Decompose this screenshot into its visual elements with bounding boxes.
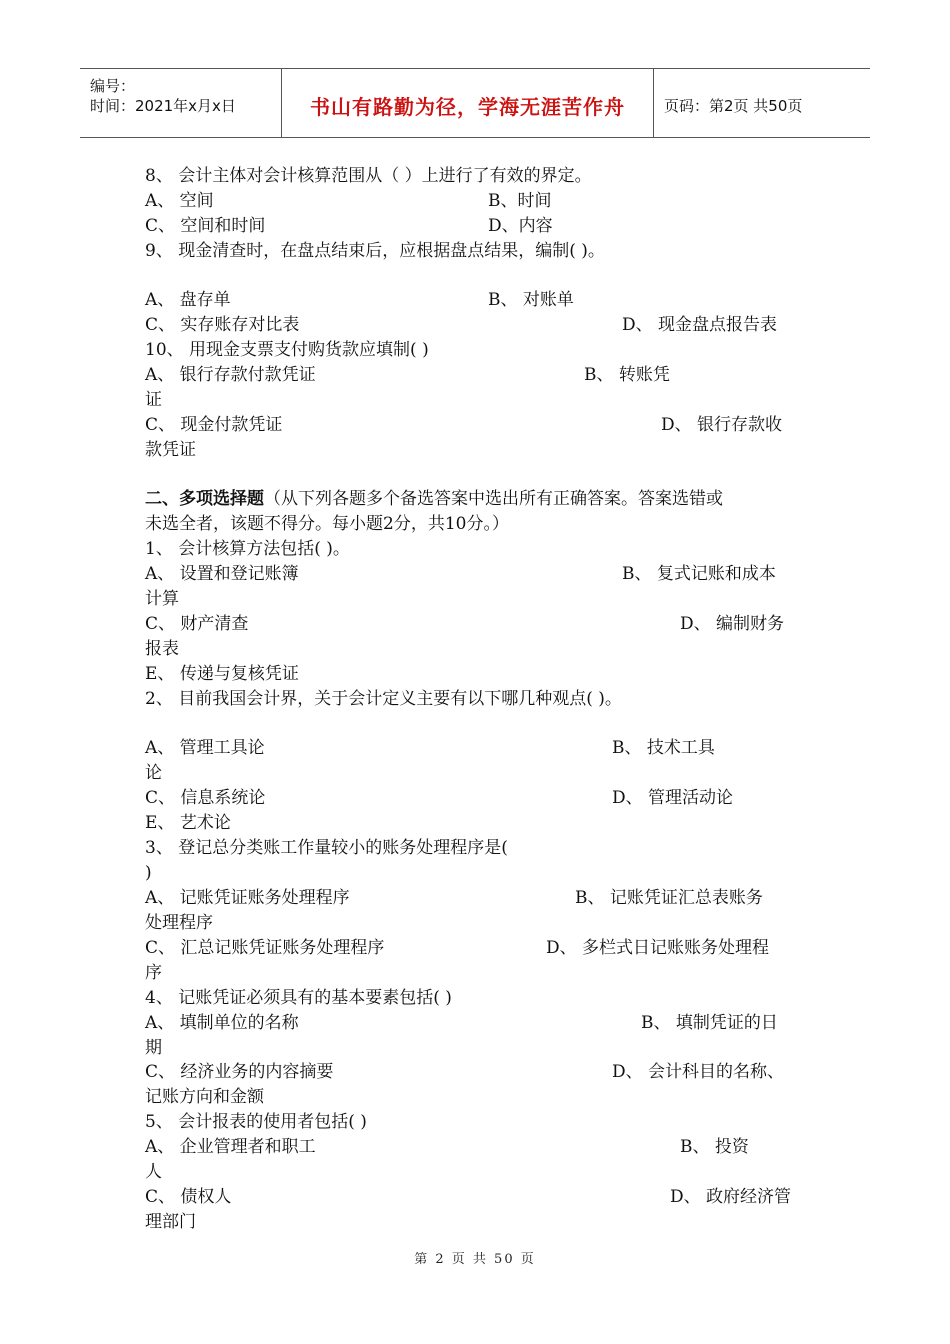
question-stem: 8、 会计主体对会计核算范围从（ ）上进行了有效的界定。 — [145, 166, 592, 186]
option-a: A、 填制单位的名称 — [145, 1013, 299, 1033]
question-stem-continuation: ) — [145, 863, 152, 883]
option-a: A、 空间 — [145, 191, 214, 211]
option-a: A、 企业管理者和职工 — [145, 1137, 316, 1157]
option-c: C、 经济业务的内容摘要 — [145, 1062, 334, 1082]
option-b: B、 转账凭 — [584, 365, 670, 385]
page-header — [80, 68, 870, 138]
option-continuation: 人 — [145, 1162, 162, 1182]
option-b: B、时间 — [488, 191, 552, 211]
option-b: B、 记账凭证汇总表账务 — [575, 888, 763, 908]
option-e: E、 艺术论 — [145, 813, 231, 833]
option-a: A、 银行存款付款凭证 — [145, 365, 316, 385]
option-a: A、 管理工具论 — [145, 738, 265, 758]
option-d: D、 现金盘点报告表 — [622, 315, 778, 335]
option-d: D、 政府经济管 — [670, 1187, 792, 1207]
option-continuation: 款凭证 — [145, 440, 196, 460]
question-stem: 5、 会计报表的使用者包括( ) — [145, 1112, 367, 1132]
option-d: D、 会计科目的名称、 — [612, 1062, 785, 1082]
option-c: C、 财产清查 — [145, 614, 249, 634]
page-footer: 第 2 页 共 50 页 — [414, 1252, 536, 1267]
header-page-info: 页码：第2页 共50页 — [664, 97, 803, 115]
header-motto-cell — [281, 69, 654, 137]
option-c: C、 实存账存对比表 — [145, 315, 300, 335]
doc-time-label: 时间：2021年x月x日 — [90, 97, 236, 115]
option-continuation: 记账方向和金额 — [145, 1087, 264, 1107]
option-continuation: 理部门 — [145, 1212, 196, 1232]
option-d: D、内容 — [488, 216, 553, 236]
header-left-cell — [80, 69, 281, 137]
option-e: E、 传递与复核凭证 — [145, 664, 299, 684]
option-c: C、 汇总记账凭证账务处理程序 — [145, 938, 385, 958]
question-stem: 9、 现金清查时，在盘点结束后，应根据盘点结果，编制( )。 — [145, 241, 605, 261]
section-instruction: 未选全者，该题不得分。每小题2分，共10分。） — [145, 514, 509, 534]
question-stem: 1、 会计核算方法包括( )。 — [145, 539, 350, 559]
option-b: B、 技术工具 — [612, 738, 715, 758]
option-continuation: 序 — [145, 963, 162, 983]
option-c: C、 现金付款凭证 — [145, 415, 283, 435]
option-d: D、 银行存款收 — [661, 415, 783, 435]
option-continuation: 计算 — [145, 589, 179, 609]
header-motto: 书山有路勤为径，学海无涯苦作舟 — [310, 95, 625, 119]
option-b: B、 复式记账和成本 — [622, 564, 776, 584]
option-continuation: 论 — [145, 763, 162, 783]
option-b: B、 投资 — [680, 1137, 749, 1157]
section-instruction: （从下列各题多个备选答案中选出所有正确答案。答案选错或 — [264, 489, 723, 509]
section-heading — [145, 489, 723, 509]
question-stem: 2、 目前我国会计界，关于会计定义主要有以下哪几种观点( )。 — [145, 689, 622, 709]
option-c: C、 空间和时间 — [145, 216, 266, 236]
header-page-cell — [653, 69, 870, 137]
option-continuation: 期 — [145, 1038, 162, 1058]
option-d: D、 多栏式日记账账务处理程 — [546, 938, 770, 958]
option-b: B、 对账单 — [488, 290, 574, 310]
question-stem: 3、 登记总分类账工作量较小的账务处理程序是( — [145, 838, 508, 858]
option-a: A、 设置和登记账簿 — [145, 564, 299, 584]
option-d: D、 管理活动论 — [612, 788, 734, 808]
option-d: D、 编制财务 — [680, 614, 785, 634]
doc-code-label: 编号： — [90, 77, 136, 95]
option-c: C、 债权人 — [145, 1187, 232, 1207]
option-a: A、 盘存单 — [145, 290, 231, 310]
question-stem: 4、 记账凭证必须具有的基本要素包括( ) — [145, 988, 452, 1008]
option-continuation: 报表 — [145, 639, 179, 659]
option-b: B、 填制凭证的日 — [641, 1013, 778, 1033]
section-title: 二、多项选择题 — [145, 489, 264, 509]
question-stem: 10、 用现金支票支付购货款应填制( ) — [145, 340, 429, 360]
option-a: A、 记账凭证账务处理程序 — [145, 888, 350, 908]
option-continuation: 证 — [145, 390, 162, 410]
option-c: C、 信息系统论 — [145, 788, 266, 808]
option-continuation: 处理程序 — [145, 913, 213, 933]
